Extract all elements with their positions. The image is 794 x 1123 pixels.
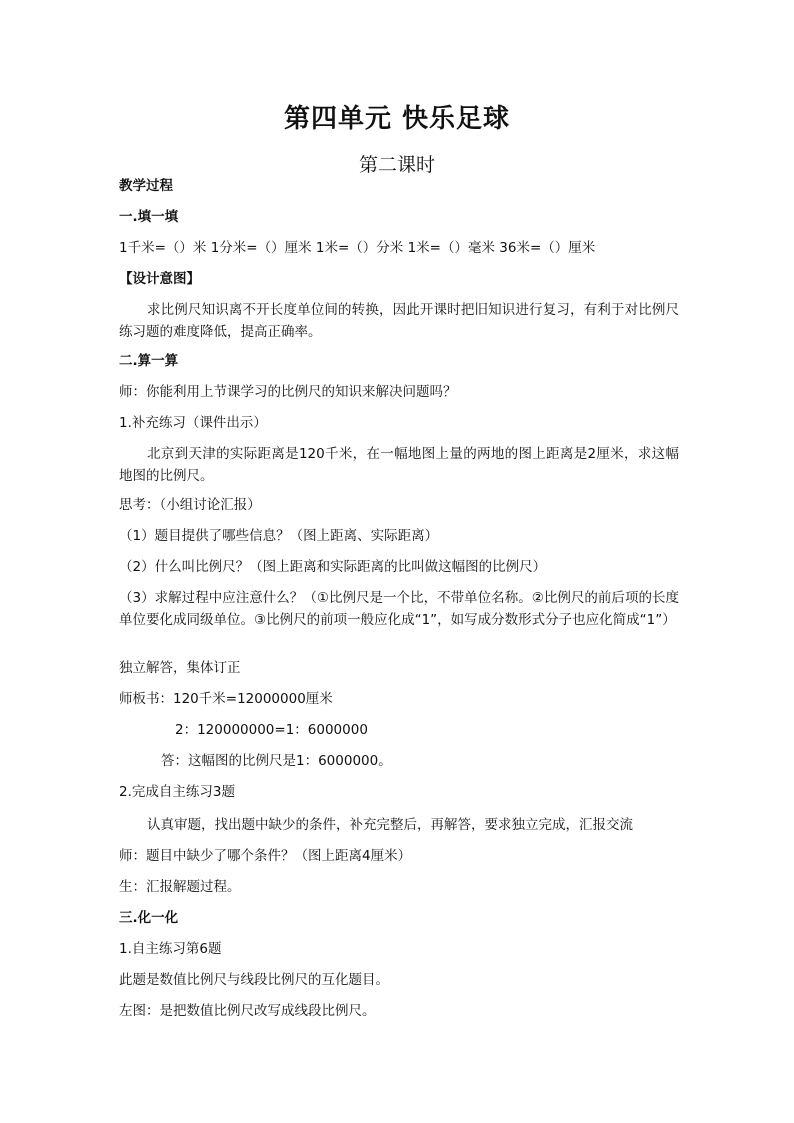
question-2: （2）什么叫比例尺？（图上距离和实际距离的比叫做这幅图的比例尺） <box>119 559 547 575</box>
exercise-2-title: 2.完成自主练习3题 <box>119 784 235 800</box>
think-label: 思考：（小组讨论汇报） <box>119 497 261 513</box>
fill-exercise: 1千米=（）米 1分米=（）厘米 1米=（）分米 1米=（）毫米 36米=（）厘米 <box>119 240 596 256</box>
exercise-1-title: 1.补充练习（课件出示） <box>119 415 267 431</box>
exercise-2-text: 认真审题，找出题中缺少的条件，补充完整后，再解答，要求独立完成，汇报交流 <box>147 817 633 833</box>
section-fill-heading: 一.填一填 <box>119 209 179 225</box>
page-title: 第四单元 快乐足球 <box>283 104 511 134</box>
board-line-1: 师板书：120千米=12000000厘米 <box>119 691 333 707</box>
question-1: （1）题目提供了哪些信息？（图上距离、实际距离） <box>119 528 439 544</box>
exercise-3-text: 此题是数值比例尺与线段比例尺的互化题目。 <box>119 972 389 988</box>
teacher-question-2: 师：题目中缺少了哪个条件？（图上距离4厘米） <box>119 848 412 864</box>
section-teaching-process: 教学过程 <box>119 178 173 194</box>
board-line-2: 2：120000000=1：6000000 <box>175 722 368 738</box>
exercise-3-title: 1.自主练习第6题 <box>119 941 222 957</box>
design-intent-text: 求比例尺知识离不开长度单位间的转换，因此开课时把旧知识进行复习，有利于对比例尺练习题的难度降低，提高正确率。 <box>119 302 679 340</box>
solve-note: 独立解答，集体订正 <box>119 660 241 676</box>
design-intent-heading: 【设计意图】 <box>119 271 200 287</box>
teacher-question-1: 师：你能利用上节课学习的比例尺的知识来解决问题吗？ <box>119 384 457 400</box>
page-subtitle: 第二课时 <box>358 154 435 176</box>
student-report: 生：汇报解题过程。 <box>119 879 241 895</box>
question-3: （3）求解过程中应注意什么？（①比例尺是一个比，不带单位名称。②比例尺的前后项的长度单位要化成同级单位。③比例尺的前项一般应化成“1”，如写成分数形式分子也应化简成“1”） <box>119 590 679 628</box>
exercise-1-text: 北京到天津的实际距离是120千米，在一幅地图上量的两地的图上距离是2厘米，求这幅地图的比例尺。 <box>119 446 679 484</box>
left-figure-note: 左图：是把数值比例尺改写成线段比例尺。 <box>119 1003 376 1019</box>
section-calc-heading: 二.算一算 <box>119 353 179 369</box>
section-convert-heading: 三.化一化 <box>119 910 179 926</box>
board-line-3: 答：这幅图的比例尺是1：6000000。 <box>161 753 392 769</box>
